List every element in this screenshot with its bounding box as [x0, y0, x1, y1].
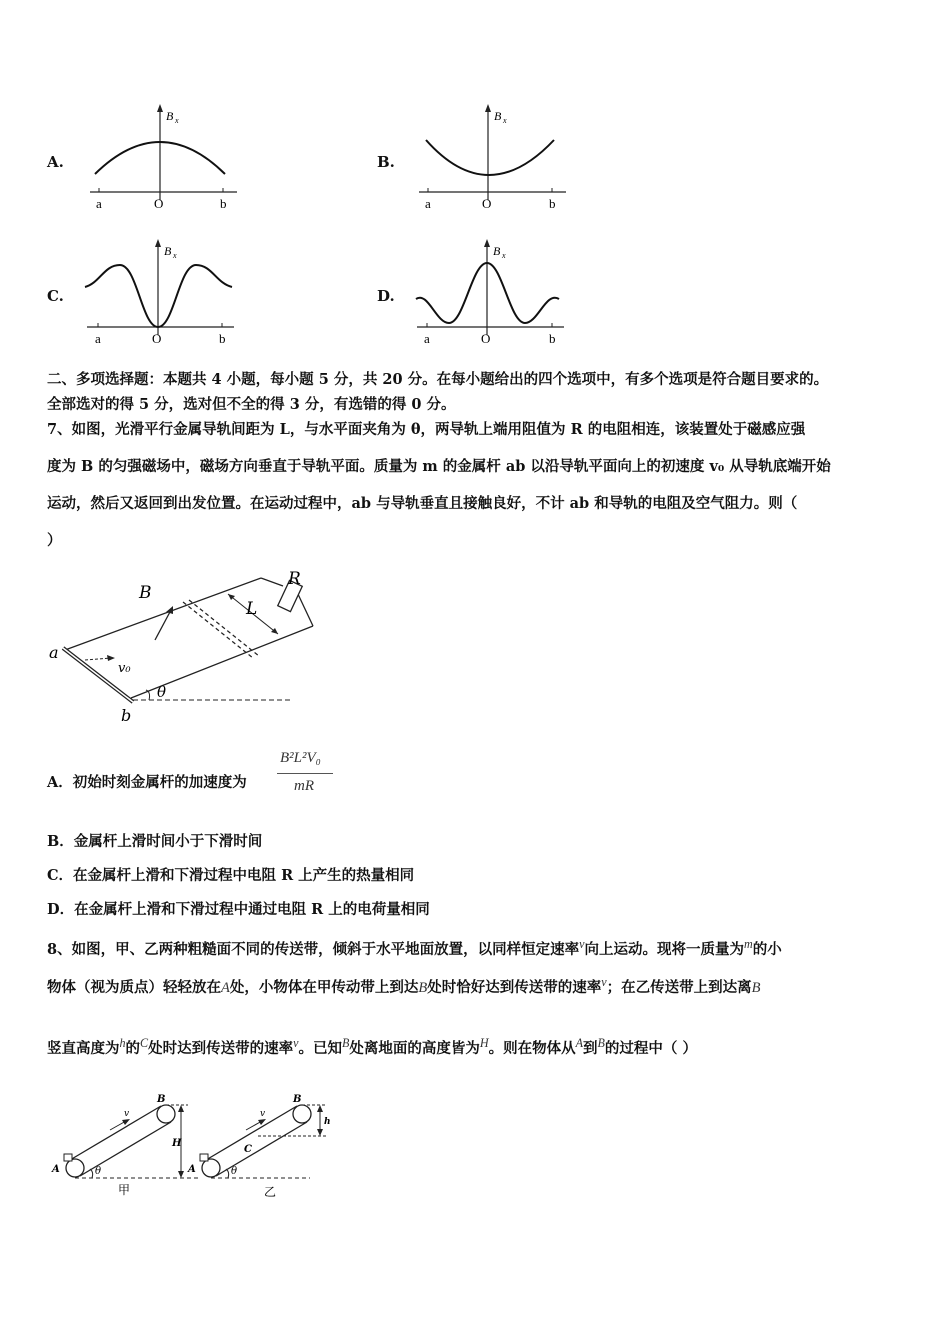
graph-d-axis-label: B	[493, 244, 501, 258]
graph-b	[414, 100, 574, 215]
q8-line3e: 处离地面的高度皆为	[349, 1039, 480, 1057]
graph-c	[82, 235, 242, 350]
graph-c-tick-o: O	[152, 331, 162, 346]
graph-a	[85, 100, 245, 215]
graph-d-tick-a: a	[424, 331, 430, 346]
q8-figure	[48, 1090, 338, 1205]
q8-b2: B	[751, 979, 761, 996]
q8-line3b: 的	[125, 1039, 141, 1057]
q8-fig-theta-jia: θ	[95, 1166, 102, 1177]
graph-b-tick-a: a	[425, 196, 431, 211]
q8-v1: v	[579, 937, 585, 951]
q7-fig-a: a	[49, 643, 59, 662]
graph-b-axis-sub: x	[503, 116, 507, 125]
section2-line1: 二、多项选择题：本题共 4 小题，每小题 5 分，共 20 分。在每小题给出的四个选项中，有多个选项是符合题目要求的。	[47, 371, 829, 388]
q8-fig-v-jia: v	[124, 1109, 130, 1119]
q7-figure-svg	[45, 570, 315, 725]
q8-line3a: 竖直高度为	[47, 1039, 120, 1057]
q8-m: m	[743, 937, 753, 951]
q8-line3d: 。已知	[298, 1039, 342, 1057]
graph-c-tick-a: a	[95, 331, 101, 346]
q7-option-a-denominator: mR	[294, 778, 314, 794]
graph-a-svg	[85, 100, 245, 215]
q8-line3f: 。则在物体从	[488, 1039, 576, 1057]
q7-line3: 运动，然后又返回到出发位置。在运动过程中，ab 与导轨垂直且接触良好，不计 ab 和导轨的电阻及空气阻力。则（	[47, 495, 798, 512]
q8-v2: v	[601, 975, 607, 989]
q7-figure	[45, 570, 315, 725]
q8-fig-b-yi: B	[293, 1094, 302, 1105]
graph-d-tick-o: O	[481, 331, 491, 346]
q8-line2d: ；在乙传送带上到达离	[606, 978, 752, 996]
q8-line2a: 物体（视为质点）轻轻放在	[47, 978, 221, 996]
q7-option-c: C．在金属杆上滑和下滑过程中电阻 R 上产生的热量相同	[47, 867, 415, 884]
graph-b-axis-label: B	[494, 109, 502, 123]
graph-d	[412, 235, 572, 350]
graph-a-axis-sub: x	[175, 116, 179, 125]
q8-line2c: 处时恰好达到传送带的速率	[427, 978, 602, 996]
q7-fig-l: L	[246, 599, 258, 619]
q8-fig-a-jia: A	[52, 1164, 60, 1175]
q7-option-a: A．初始时刻金属杆的加速度为	[47, 774, 247, 791]
q8-line2b: 处，小物体在甲传动带上到达	[229, 978, 419, 996]
q8-c: C	[140, 1036, 149, 1050]
q8-line1a: 8、如图，甲、乙两种粗糙面不同的传送带，倾斜于水平地面放置，以同样恒定速率	[47, 940, 580, 958]
q8-line1b: 向上运动。现将一质量为	[584, 940, 744, 958]
q7-option-a-fraction-bar	[277, 773, 333, 774]
q8-a2: A	[575, 1036, 583, 1050]
q7-fig-b: b	[121, 706, 132, 725]
q7-line4: ）	[47, 532, 62, 549]
section2-line2: 全部选对的得 5 分，选对但不全的得 3 分，有选错的得 0 分。	[47, 396, 456, 413]
q7-fig-theta: θ	[157, 683, 167, 701]
q7-line1: 7、如图，光滑平行金属导轨间距为 L，与水平面夹角为 θ，两导轨上端用阻值为 R 的电阻相连，该装置处于磁感应强	[47, 421, 806, 438]
q8-line3c: 处时达到传送带的速率	[148, 1039, 294, 1057]
graph-a-tick-b: b	[220, 196, 227, 211]
q8-line2	[47, 972, 760, 998]
q8-line1c: 的小	[752, 940, 782, 958]
q8-line3	[47, 1033, 697, 1059]
graph-b-tick-b: b	[549, 196, 556, 211]
graph-a-axis-label: B	[166, 109, 174, 123]
graph-c-tick-b: b	[219, 331, 226, 346]
graph-c-axis-label: B	[164, 244, 172, 258]
q8-hh: H	[479, 1036, 489, 1050]
q8-v3: v	[293, 1036, 299, 1050]
option-d-label: D.	[377, 287, 395, 305]
q8-fig-v-yi: v	[260, 1109, 266, 1119]
graph-b-tick-o: O	[482, 196, 492, 211]
q7-fig-v0: v₀	[118, 661, 131, 676]
q8-a1: A	[221, 979, 230, 996]
graph-c-svg	[82, 235, 242, 350]
q8-fig-b-jia: B	[157, 1094, 166, 1105]
q7-line2: 度为 B 的匀强磁场中，磁场方向垂直于导轨平面。质量为 m 的金属杆 ab 以沿导轨平面向上的初速度 v₀ 从导轨底端开始	[47, 458, 831, 475]
q8-fig-yi: 乙	[264, 1185, 277, 1199]
q8-figure-svg	[48, 1090, 338, 1205]
q7-fig-r: R	[288, 570, 301, 589]
option-a-label: A.	[47, 153, 64, 171]
q7-option-a-numerator: B²L²V₀	[280, 750, 321, 766]
option-b-label: B.	[377, 153, 395, 171]
graph-b-svg	[414, 100, 574, 215]
graph-a-tick-a: a	[96, 196, 102, 211]
q8-b4: B	[597, 1036, 605, 1050]
q8-fig-theta-yi: θ	[231, 1166, 238, 1177]
q8-line1	[47, 934, 782, 960]
q8-line3g: 到	[583, 1039, 598, 1057]
graph-a-tick-o: O	[154, 196, 164, 211]
graph-d-tick-b: b	[549, 331, 556, 346]
graph-d-axis-sub: x	[502, 251, 506, 260]
q8-fig-h-small: h	[324, 1117, 331, 1127]
q8-fig-c: C	[244, 1144, 252, 1155]
graph-c-axis-sub: x	[173, 251, 177, 260]
q7-fig-b-field: B	[139, 583, 152, 603]
q8-b3: B	[341, 1036, 350, 1050]
graph-d-svg	[412, 235, 572, 350]
q8-fig-h-big: H	[172, 1138, 182, 1149]
q7-option-b: B．金属杆上滑时间小于下滑时间	[47, 833, 263, 850]
q8-h: h	[119, 1036, 126, 1050]
q8-b1: B	[418, 979, 428, 996]
option-c-label: C.	[47, 287, 64, 305]
q8-line3h: 的过程中（ ）	[604, 1039, 697, 1057]
q7-option-d: D．在金属杆上滑和下滑过程中通过电阻 R 上的电荷量相同	[47, 901, 430, 918]
q8-fig-jia: 甲	[118, 1183, 131, 1197]
q8-fig-a-yi: A	[188, 1164, 196, 1175]
